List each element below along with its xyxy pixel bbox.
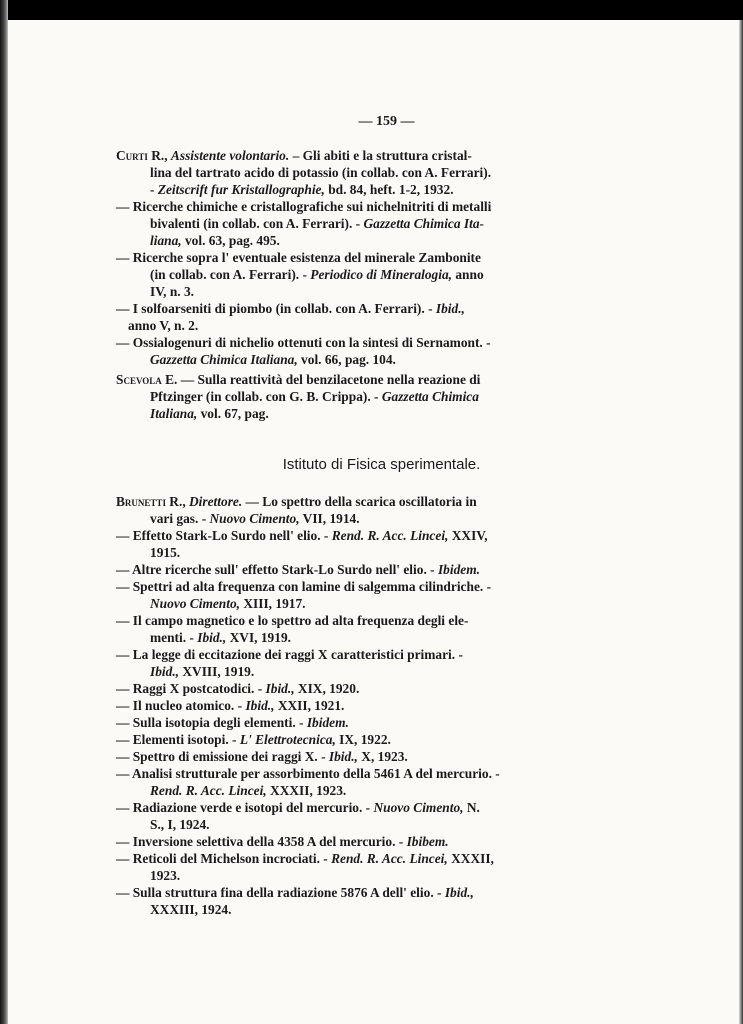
entry-line <box>150 352 396 368</box>
entry-text: XIX, 1920. <box>294 681 360 696</box>
citation-source: Ibid., <box>328 749 358 764</box>
citation-source: Rend. R. Acc. Lincei, <box>331 528 449 543</box>
citation-source: Rend. R. Acc. Lincei, <box>150 783 267 798</box>
entry-text: — Altre ricerche sull' effetto Stark-Lo Surdo nell' elio. - <box>116 562 438 577</box>
citation-source: Ibidem. <box>437 562 480 577</box>
entry-text: XXXIII, 1924. <box>150 902 232 917</box>
entry-line <box>150 511 360 527</box>
entry-text: - <box>150 182 158 197</box>
entry-line <box>150 783 346 799</box>
citation-source: Ibidem. <box>306 715 349 730</box>
entry-text: XXXII, 1923. <box>266 783 347 798</box>
entry-text: — Radiazione verde e isotopi del mercurio. - <box>116 800 374 815</box>
citation-source: Periodico di Mineralogia, <box>310 267 453 282</box>
scan-right-edge <box>739 20 743 1024</box>
citation-source: Ibibem. <box>406 834 449 849</box>
entry-text: XVI, 1919. <box>226 630 291 645</box>
entry-text: X, 1923. <box>357 749 408 764</box>
citation-source: Ibid., <box>245 698 275 713</box>
entry-line <box>150 389 479 405</box>
citation-source: Gazzetta Chimica Italiana, <box>150 352 298 367</box>
entry-line <box>116 885 474 901</box>
entry-text: IV, n. 3. <box>150 284 195 299</box>
citation-source: Nuovo Cimento, <box>150 596 241 611</box>
entry-text: vol. 66, pag. 104. <box>297 352 396 367</box>
entry-line <box>116 199 491 215</box>
citation-source: Gazzetta Chimica Ita- <box>363 216 485 231</box>
author-name: Brunetti <box>116 494 166 509</box>
entry-text: vol. 63, pag. 495. <box>181 233 280 248</box>
entry-text: — Ricerche sopra l' eventuale esistenza del minerale Zambonite <box>116 250 481 265</box>
entry-line <box>116 562 480 578</box>
citation-source: Italiana, <box>150 406 198 421</box>
entry-line <box>116 681 359 697</box>
entry-text: IX, 1922. <box>335 732 391 747</box>
entry-text: — Effetto Stark-Lo Surdo nell' elio. - <box>116 528 332 543</box>
entry-text: — Raggi X postcatodici. - <box>116 681 266 696</box>
entry-line <box>116 579 491 595</box>
author-name: Curti <box>116 148 148 163</box>
entry-text: — Inversione selettiva della 4358 A del mercurio. - <box>116 834 407 849</box>
entry-line <box>116 301 465 317</box>
entry-line <box>150 630 291 646</box>
entry-line <box>116 732 391 748</box>
entry-line <box>116 528 488 544</box>
entry-text: — Spettri ad alta frequenza con lamine di salgemma cilindriche. - <box>116 579 492 594</box>
entry-line <box>150 406 269 422</box>
entry-line <box>150 233 280 249</box>
entry-text: XXIV, <box>448 528 488 543</box>
entry-line <box>116 647 463 663</box>
entry-text: menti. - <box>150 630 198 645</box>
entry-text: E. — Sulla reattività del benzilacetone nella reazione di <box>161 372 481 387</box>
section-heading: Istituto di Fisica sperimentale. <box>282 456 481 473</box>
entry-text: — Sulla struttura fina della radiazione 5876 A dell' elio. - <box>116 885 445 900</box>
entry-text: — Reticoli del Michelson incrociati. - <box>116 851 332 866</box>
entry-line <box>116 851 494 867</box>
citation-source: L' Elettrotecnica, <box>239 732 336 747</box>
entry-line <box>116 698 344 714</box>
entry-text: — Il nucleo atomico. - <box>116 698 246 713</box>
entry-line <box>150 902 231 918</box>
entry-line <box>150 596 306 612</box>
entry-text: XIII, 1917. <box>240 596 306 611</box>
citation-source: Nuovo Cimento, <box>209 511 300 526</box>
citation-source: Direttore. <box>189 494 243 509</box>
entry-line <box>116 800 480 816</box>
entry-line <box>150 817 210 833</box>
citation-source: Assistente volontario. <box>170 148 290 163</box>
entry-line <box>116 749 408 765</box>
entry-text: — Il campo magnetico e lo spettro ad alta frequenza degli ele- <box>116 613 469 628</box>
citation-source: Gazzetta Chimica <box>381 389 479 404</box>
entry-line <box>150 182 454 198</box>
entry-line <box>116 613 468 629</box>
entry-line <box>116 250 481 266</box>
entry-text: — I solfoarseniti di piombo (in collab. con A. Ferrari). - <box>116 301 436 316</box>
entry-text: XXXII, <box>447 851 494 866</box>
citation-source: Zeitscrift fur Kristallographie, <box>157 182 325 197</box>
entry-line <box>150 267 484 283</box>
entry-text: Pftzinger (in collab. con G. B. Crippa). - <box>150 389 382 404</box>
citation-source: Ibid., <box>197 630 227 645</box>
entry-text: – Gli abiti e la struttura cristal- <box>289 148 472 163</box>
scan-binding-edge <box>0 0 8 1024</box>
citation-source: Nuovo Cimento, <box>373 800 464 815</box>
entry-line <box>116 715 349 731</box>
entry-text: vol. 67, pag. <box>197 406 269 421</box>
page-number: — 159 — <box>358 114 415 129</box>
entry-line <box>128 318 198 334</box>
entry-line <box>116 494 477 510</box>
entry-text: — Elementi isotopi. - <box>116 732 240 747</box>
entry-line <box>116 372 480 388</box>
entry-text: — Lo spettro della scarica oscillatoria in <box>242 494 477 509</box>
citation-source: Rend. R. Acc. Lincei, <box>331 851 448 866</box>
entry-text: 1923. <box>150 868 181 883</box>
citation-source: Ibid., <box>265 681 295 696</box>
entry-text: — Ricerche chimiche e cristallografiche sui nichelnitriti di metalli <box>116 199 492 214</box>
entry-text: lina del tartrato acido di potassio (in collab. con A. Ferrari). <box>150 165 492 180</box>
citation-source: Ibid., <box>444 885 474 900</box>
entry-text: anno V, n. 2. <box>128 318 199 333</box>
entry-text: — Spettro di emissione dei raggi X. - <box>116 749 329 764</box>
entry-text: 1915. <box>150 545 181 560</box>
entry-line <box>150 664 254 680</box>
entry-line <box>150 545 180 561</box>
citation-source: liana, <box>150 233 182 248</box>
entry-line <box>116 148 472 164</box>
entry-line <box>150 165 491 181</box>
entry-line <box>150 216 484 232</box>
entry-text: XVIII, 1919. <box>179 664 255 679</box>
entry-text: — Sulla isotopia degli elementi. - <box>116 715 307 730</box>
entry-text: XXII, 1921. <box>274 698 345 713</box>
entry-text: R., <box>147 148 171 163</box>
entry-text: bivalenti (in collab. con A. Ferrari). - <box>150 216 364 231</box>
entry-text: anno <box>452 267 484 282</box>
entry-text: — Ossialogenuri di nichelio ottenuti con la sintesi di Sernamont. - <box>116 335 491 350</box>
entry-text: vari gas. - <box>150 511 210 526</box>
citation-source: Ibid., <box>150 664 180 679</box>
entry-line <box>116 335 491 351</box>
entry-text: R., <box>165 494 190 509</box>
scan-top-edge <box>0 0 743 20</box>
entry-text: N. <box>463 800 480 815</box>
entry-text: — Analisi strutturale per assorbimento della 5461 A del mercurio. - <box>116 766 500 781</box>
entry-line <box>150 868 180 884</box>
author-name: Scevola <box>116 372 162 387</box>
entry-text: — La legge di eccitazione dei raggi X caratteristici primari. - <box>116 647 463 662</box>
citation-source: Ibid., <box>435 301 465 316</box>
entry-line <box>150 284 194 300</box>
entry-line <box>116 834 449 850</box>
entry-text: bd. 84, heft. 1-2, 1932. <box>324 182 454 197</box>
entry-line <box>116 766 500 782</box>
entry-text: (in collab. con A. Ferrari). - <box>150 267 311 282</box>
entry-text: S., I, 1924. <box>150 817 210 832</box>
entry-text: VII, 1914. <box>299 511 360 526</box>
